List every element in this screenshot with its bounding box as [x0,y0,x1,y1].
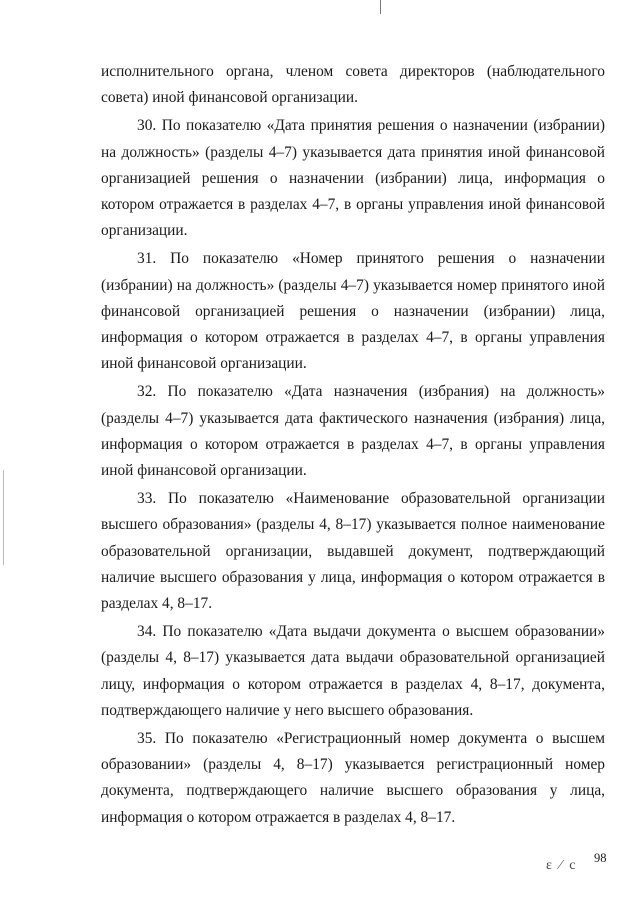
page-number: 98 [594,851,607,865]
handwritten-mark: ɛ ⁄ c [546,858,578,873]
paragraph-34: 34. По показателю «Дата выдачи документа о высшем образовании» (разделы 4, 8–17) указывается дата выдачи образовательной организацией лицу, информация о котором отражается в разделах 4, 8–17, документа, подтверждающего наличие у него высшего образования. [101,623,605,719]
paragraph-30: 30. По показателю «Дата принятия решения о назначении (избрании) на должность» (разделы 4–7) указывается дата принятия иной финансовой организацией решения о назначении (избрании) лица, информация о котором отражается в разделах 4–7, в органы управления иной финансовой организации. [101,117,605,240]
paragraph-31: 31. По показателю «Номер принятого решения о назначении (избрании) на должность» (разделы 4–7) указывается номер принятого иной финансовой организацией решения о назначении (избрании) лица, информация о котором отражается в разделах 4–7, в органы управления иной финансовой организации. [101,250,605,373]
scan-edge-line [3,470,4,565]
document-body [101,59,605,831]
scan-top-mark [380,0,381,14]
paragraph-continuation: исполнительного органа, членом совета директоров (наблюдательного совета) иной финансовой организации. [101,63,605,107]
paragraph-32: 32. По показателю «Дата назначения (избрания) на должность» (разделы 4–7) указывается дата фактического назначения (избрания) лица, информация о котором отражается в разделах 4–7, в органы управления иной финансовой организации. [101,383,605,480]
paragraph-35: 35. По показателю «Регистрационный номер документа о высшем образовании» (разделы 4, 8–17) указывается регистрационный номер документа, подтверждающего наличие высшего образования у лица, информация о котором отражается в разделах 4, 8–17. [101,730,605,826]
paragraph-33: 33. По показателю «Наименование образовательной организации высшего образования» (разделы 4, 8–17) указывается полное наименование образовательной организации, выдавшей документ, подтверждающий наличие высшего образования у лица, информация о котором отражается в разделах 4, 8–17. [101,490,605,613]
